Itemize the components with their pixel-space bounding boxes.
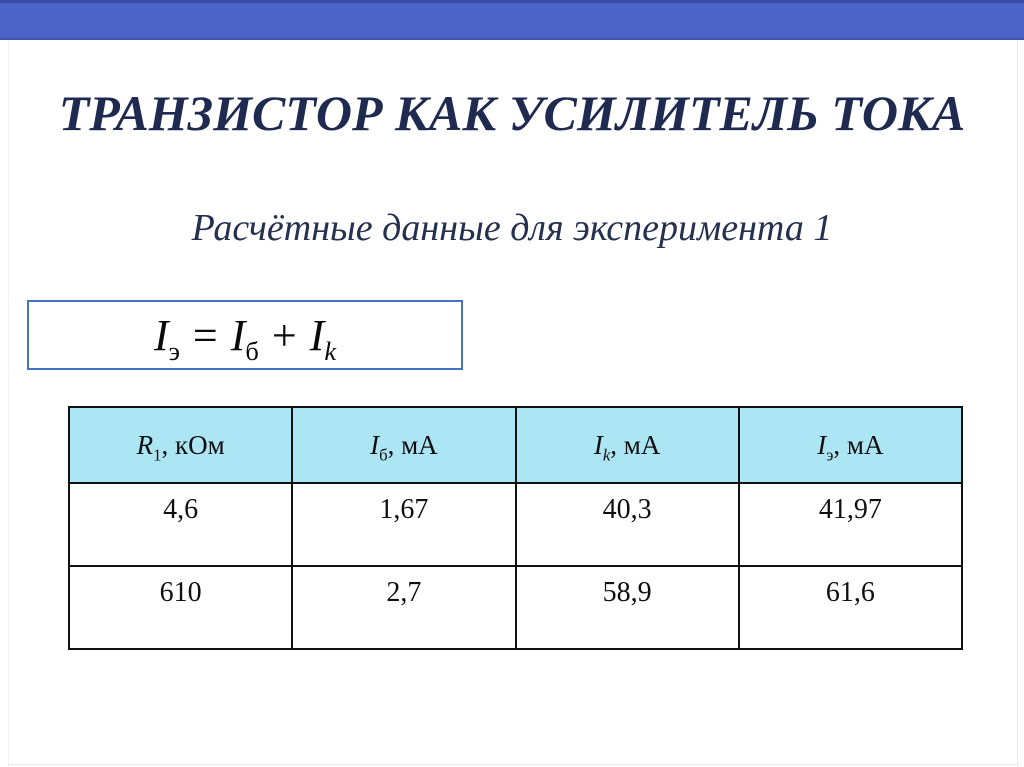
header-unit: , мА [610, 429, 661, 460]
equals-sign: = [192, 310, 218, 360]
slide-edge-left [8, 40, 9, 767]
slide-title: ТРАНЗИСТОР КАК УСИЛИТЕЛЬ ТОКА [58, 85, 966, 141]
formula-sub-base: б [245, 335, 259, 366]
cell-ik: 58,9 [516, 566, 739, 649]
header-var: R [136, 429, 154, 460]
plus-sign: + [271, 310, 297, 360]
header-unit: , кОм [161, 429, 225, 460]
top-accent-bar [0, 0, 1024, 40]
header-var: I [593, 429, 603, 460]
slide-edge-bottom [8, 764, 1018, 765]
cell-ib: 2,7 [292, 566, 515, 649]
formula-sub-collector: k [324, 335, 337, 366]
formula-box [27, 300, 463, 370]
formula-term-collector: I [309, 310, 325, 360]
header-var: I [370, 429, 380, 460]
header-unit: , мА [387, 429, 438, 460]
cell-ie: 41,97 [739, 483, 962, 566]
header-sub: б [379, 444, 388, 464]
formula-term-emitter: I [153, 310, 169, 360]
column-header-r1 [69, 407, 292, 483]
cell-ib: 1,67 [292, 483, 515, 566]
formula-equation [153, 310, 337, 366]
cell-r1: 4,6 [69, 483, 292, 566]
formula-term-base: I [230, 310, 246, 360]
table-row [69, 483, 962, 566]
slide-subtitle: Расчётные данные для эксперимента 1 [191, 207, 833, 249]
header-sub: э [826, 444, 834, 464]
column-header-ik [516, 407, 739, 483]
table-header-row [69, 407, 962, 483]
header-sub: k [602, 444, 611, 464]
cell-r1: 610 [69, 566, 292, 649]
header-unit: , мА [833, 429, 884, 460]
column-header-ie [739, 407, 962, 483]
column-header-ib [292, 407, 515, 483]
cell-ie: 61,6 [739, 566, 962, 649]
cell-ik: 40,3 [516, 483, 739, 566]
table-row [69, 566, 962, 649]
header-sub: 1 [153, 444, 162, 464]
header-var: I [817, 429, 827, 460]
formula-sub-emitter: э [168, 335, 180, 366]
experiment-data-table [68, 406, 963, 650]
slide-edge-right [1017, 40, 1018, 767]
